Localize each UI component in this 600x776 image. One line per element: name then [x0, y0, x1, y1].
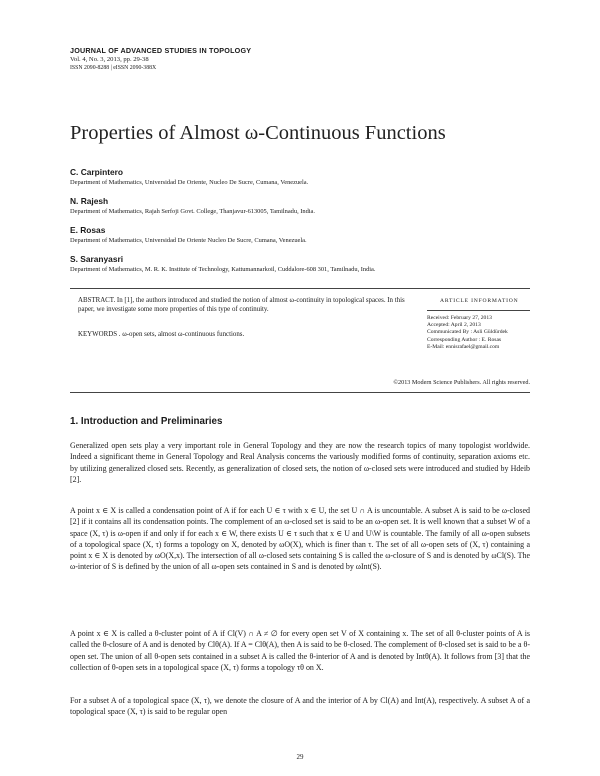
author-name: C. Carpintero [70, 167, 124, 177]
rule-top [70, 288, 530, 289]
section-heading: 1. Introduction and Preliminaries [70, 416, 223, 427]
abstract: ABSTRACT. In [1], the authors introduced and studied the notion of almost ω-continuity in topological spaces. In this paper, we investigate some more properties of this type of continuity. [78, 297, 405, 314]
author-name: N. Rajesh [70, 196, 109, 206]
author-affiliation: Department of Mathematics, Rajah Serfoji Govt. College, Thanjavur-613005, Tamilnadu, India. [70, 208, 315, 215]
author-name: E. Rosas [70, 225, 106, 235]
copyright: ©2013 Modern Science Publishers. All rights reserved. [393, 379, 530, 386]
article-info-heading: ARTICLE INFORMATION [440, 298, 519, 304]
author-affiliation: Department of Mathematics, Universidad De Oriente, Nucleo De Sucre, Cumana, Venezuela. [70, 179, 309, 186]
email[interactable]: E-Mail: ennisrafael@gmail.com [427, 343, 500, 350]
paragraph: For a subset A of a topological space (X, τ), we denote the closure of A and the interior of A by Cl(A) and Int(A), respectively. A subset A of a topological space (X, τ) is said to be regular open [70, 696, 530, 717]
received-date: Received: February 27, 2013 [427, 315, 492, 321]
article-info-rule [427, 310, 530, 311]
author-affiliation: Department of Mathematics, M. R. K. Institute of Technology, Kattumannarkoil, Cuddalore-608 301, Tamilnadu, India. [70, 266, 376, 273]
paragraph: Generalized open sets play a very important role in General Topology and they are now the research topics of many topologist worldwide. Indeed a significant theme in General Topology and Real Analysis concerns the variously modified forms of continuity, separation axioms etc. by utilizing generalized closed sets. Recently, as generalization of closed sets, the notion of ω-closed sets were introduced and studied by Hdeib [2]. [70, 441, 530, 484]
communicated-by: Communicated By : Asli Güldürdek [427, 329, 508, 336]
journal-name: JOURNAL OF ADVANCED STUDIES IN TOPOLOGY [70, 46, 252, 55]
corresponding-author: Corresponding Author : E. Rosas [427, 336, 502, 343]
rule-bottom [70, 392, 530, 393]
keywords: KEYWORDS . ω-open sets, almost ω-continuous functions. [78, 331, 245, 338]
paper-title: Properties of Almost ω-Continuous Functions [70, 122, 446, 144]
article-info [427, 315, 508, 351]
accepted-date: Accepted: April 2, 2013 [427, 322, 481, 329]
volume-info: Vol. 4, No. 3, 2013, pp. 29-38 [70, 56, 149, 63]
paragraph: A point x ∈ X is called a θ-cluster point of A if Cl(V) ∩ A ≠ ∅ for every open set V of X containing x. The set of all θ-cluster points of A is called the θ-closure of A and is denoted by Clθ(A). If A = Clθ(A), then A is said to be θ-closed. The complement of θ-closed set is said to be a θ-open set. The union of all θ-open sets contained in a subset A is called the θ-interior of A and is denoted by Intθ(A). It follows from [3] that the collection of θ-open sets in a topological space (X, τ) forms a topology τθ on X. [70, 629, 530, 672]
author-name: S. Saranyasri [70, 254, 124, 264]
author-affiliation: Department of Mathematics, Universidad De Oriente Nucleo De Sucre, Cumana, Venezuela. [70, 237, 307, 244]
page-number: 29 [296, 753, 304, 761]
paragraph: A point x ∈ X is called a condensation point of A if for each U ∈ τ with x ∈ U, the set U ∩ A is uncountable. A subset A is said to be ω-closed [2] if it contains all its condensation points. The complement of an ω-closed set is said to be an ω-open set. It is well known that a subset W of a space (X, τ) is ω-open if and only if for each x ∈ W, there exists U ∈ τ such that x ∈ U and U\W is countable. The family of all ω-open subsets of a topological space (X, τ) forms a topology on X, denoted by ωO(X), which is finer than τ. The set of all ω-open sets of (X, τ) containing a point x ∈ X is denoted by ωO(X,x). The intersection of all ω-closed sets containing S is called the ω-closure of S and is denoted by ωCl(S). The ω-interior of S is defined by the union of all ω-open sets contained in S and is denoted by ωInt(S). [70, 506, 530, 572]
issn-info: ISSN 2090-8288 | eISSN 2090-388X [70, 65, 157, 71]
